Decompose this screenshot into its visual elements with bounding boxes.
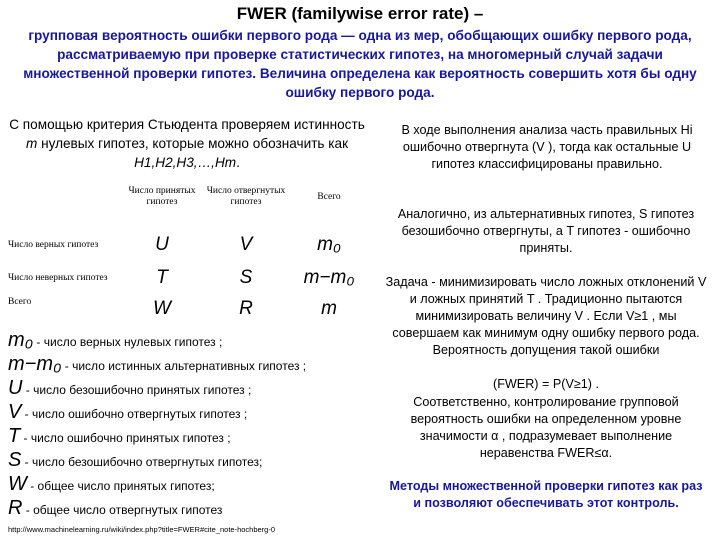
cell-m-m0: m−m₀ (303, 267, 355, 288)
legend-item: S - число безошибочно отвергнутых гипотез; (8, 449, 263, 471)
right-paragraph-2: Аналогично, из альтернативных гипотез, S гипотез безошибочно отвергнуты, а T гипотез - ошибочно приняты. (397, 207, 695, 255)
source-link[interactable]: http://www.machinelearning.ru/wiki/index.php?title=FWER#cite_note-hochberg-0 (8, 525, 276, 534)
fwer-definition: групповая вероятность ошибки первого рода — одна из мер, обобщающих ошибку первого рода, рассматриваемую при проверке статистических гипотез, на многомерный случай задачи множественной проверки гипотез. Величина определена как вероятность совершить хотя бы одну ошибку первого рода. (23, 28, 697, 100)
left-intro: С помощью критерия Стьюдента проверяем истинность m нулевых гипотез, которые можно обозначить как H1,H2,H3,…,Hm. (9, 117, 365, 170)
row-header-total: Всего (8, 297, 32, 307)
legend-item: T - число ошибочно принятых гипотез ; (8, 425, 231, 447)
notation-legend (8, 328, 380, 520)
col-header-total: Всего (317, 192, 341, 202)
right-paragraph-3: Задача - минимизировать число ложных отклонений V и ложных принятий T . Традиционно пытаются минимизировать величину V . Если V≥1 , мы совершаем как минимум одну ошибку первого рода. Вероятность допущения такой ошибки (385, 275, 707, 357)
legend-item: W - общее число принятых гипотез; (8, 473, 215, 495)
right-paragraph-1: В ходе выполнения анализа часть правильных Hi ошибочно отвергнута (V ), тогда как остальные U гипотез классифицированы правильно. (401, 123, 693, 171)
cell-U: U (155, 234, 169, 255)
legend-item: U - число безошибочно принятых гипотез ; (8, 377, 252, 399)
cell-W: W (153, 298, 171, 319)
hypothesis-table (8, 184, 370, 324)
fwer-formula: (FWER) = P(V≥1) . (493, 377, 599, 391)
cell-V: V (239, 234, 253, 255)
slide-title: FWER (familywise error rate) – (236, 4, 484, 23)
cell-S: S (239, 267, 253, 288)
legend-item: m₀ - число верных нулевых гипотез ; (8, 329, 223, 351)
cell-R: R (239, 298, 253, 319)
col-header-accepted: Число принятых гипотез (128, 186, 196, 207)
legend-item: R - общее число отвергнутых гипотез (8, 497, 223, 519)
cell-m0: m₀ (317, 234, 341, 255)
legend-item: V - число ошибочно отвергнутых гипотез ; (8, 401, 248, 423)
cell-m: m (321, 298, 337, 319)
cell-T: T (156, 267, 168, 288)
row-header-true: Число верных гипотез (8, 240, 99, 250)
legend-item: m−m₀ - число истинных альтернативных гипотез ; (8, 353, 307, 375)
col-header-rejected: Число отвергнутых гипотез (206, 186, 286, 207)
row-header-false: Число неверных гипотез (8, 273, 108, 283)
right-paragraph-4: Соответственно, контролирование групповой вероятность ошибки на определенном уровне значимости α , подразумевает выполнение неравенства FWER≤α. (410, 395, 682, 460)
right-paragraph-5: Методы множественной проверки гипотез как раз и позволяют обеспечивать этот контроль. (389, 479, 703, 510)
